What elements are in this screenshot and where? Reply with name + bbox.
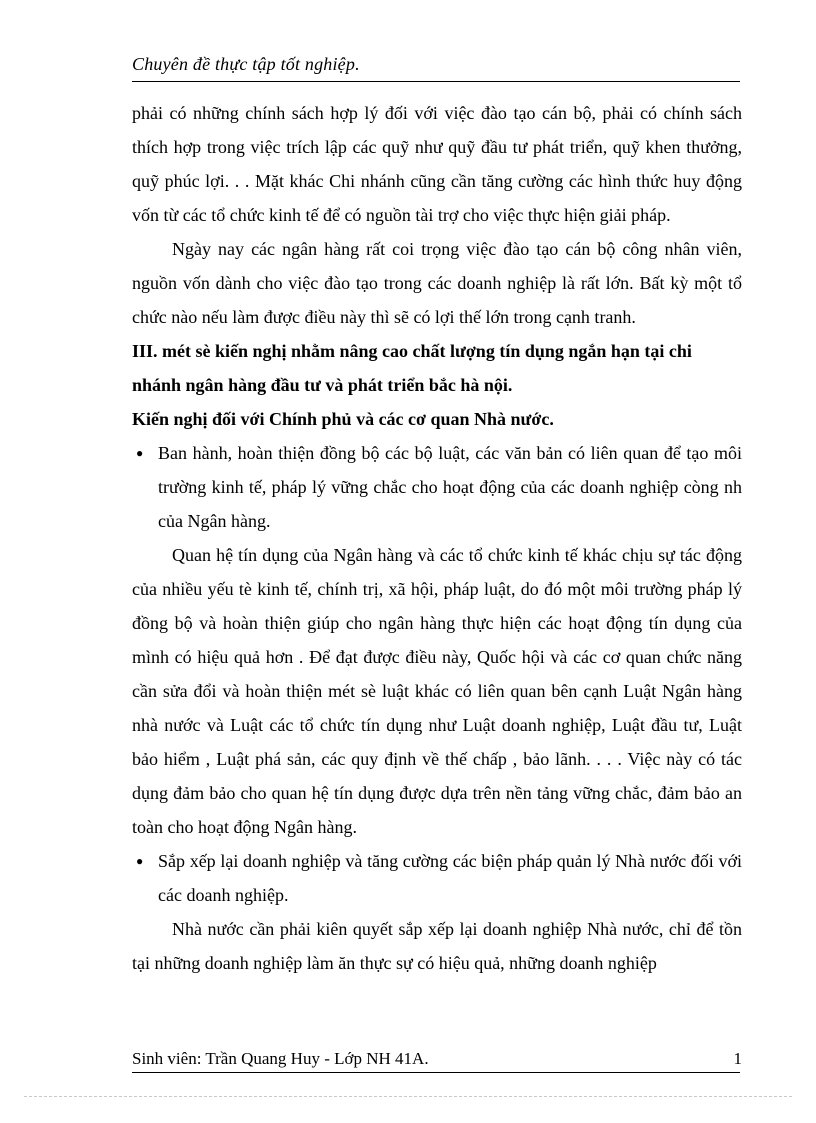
page-body (132, 96, 742, 980)
bullet-item (132, 844, 742, 912)
page-footer (132, 1047, 740, 1073)
paragraph-state: Nhà nước cần phải kiên quyết sắp xếp lại doanh nghiệp Nhà nước, chỉ để tồn tại những doanh nghiệp làm ăn thực sự có hiệu quả, những doanh nghiệp (132, 919, 742, 973)
page-bottom-divider (24, 1096, 792, 1097)
document-title: Chuyên đề thực tập tốt nghiệp. (132, 54, 360, 74)
page-number: 1 (733, 1049, 742, 1068)
sub-heading: Kiến nghị đối với Chính phủ và các cơ quan Nhà nước. (132, 409, 554, 429)
section-heading: III. mét sè kiến nghị nhằm nâng cao chất lượng tín dụng ngắn hạn tại chi nhánh ngân hàng đầu tư và phát triển bắc hà nội. (132, 341, 692, 395)
page-header (132, 50, 740, 82)
student-info: Sinh viên: Trần Quang Huy - Lớp NH 41A. (132, 1049, 429, 1068)
bullet-text: Ban hành, hoàn thiện đồng bộ các bộ luật, các văn bản có liên quan để tạo môi trường kinh tế, pháp lý vững chắc cho hoạt động của các doanh nghiệp còng nh của Ngân hàng. (158, 443, 742, 531)
bullet-icon: ● (136, 446, 144, 460)
paragraph-training: Ngày nay các ngân hàng rất coi trọng việc đào tạo cán bộ công nhân viên, nguồn vốn dành cho việc đào tạo trong các doanh nghiệp là rất lớn. Bất kỳ một tổ chức nào nếu làm được điều này thì sẽ có lợi thế lớn trong cạnh tranh. (132, 239, 742, 327)
bullet-text: Sắp xếp lại doanh nghiệp và tăng cường các biện pháp quản lý Nhà nước đối với các doanh nghiệp. (158, 851, 742, 905)
bullet-item (132, 436, 742, 538)
paragraph-credit: Quan hệ tín dụng của Ngân hàng và các tổ chức kinh tế khác chịu sự tác động của nhiều yếu tè kinh tế, chính trị, xã hội, pháp luật, do đó một môi trường pháp lý đồng bộ và hoàn thiện giúp cho ngân hàng thực hiện các hoạt động tín dụng của mình có hiệu quả hơn . Để đạt được điều này, Quốc hội và các cơ quan chức năng cần sửa đổi và hoàn thiện mét sè luật khác có liên quan bên cạnh Luật Ngân hàng nhà nước và Luật các tổ chức tín dụng như Luật doanh nghiệp, Luật đầu tư, Luật bảo hiểm , Luật phá sản, các quy định về thế chấp , bảo lãnh. . . . Việc này có tác dụng đảm bảo cho quan hệ tín dụng được dựa trên nền tảng vững chắc, đảm bảo an toàn cho hoạt động Ngân hàng. (132, 545, 742, 837)
paragraph-continued: phải có những chính sách hợp lý đối với việc đào tạo cán bộ, phải có chính sách thích hợp trong việc trích lập các quỹ như quỹ đầu tư phát triển, quỹ khen thưởng, quỹ phúc lợi. . . Mặt khác Chi nhánh cũng cần tăng cường các hình thức huy động vốn từ các tổ chức kinh tế để có nguồn tài trợ cho việc thực hiện giải pháp. (132, 103, 742, 225)
bullet-icon: ● (136, 854, 144, 868)
